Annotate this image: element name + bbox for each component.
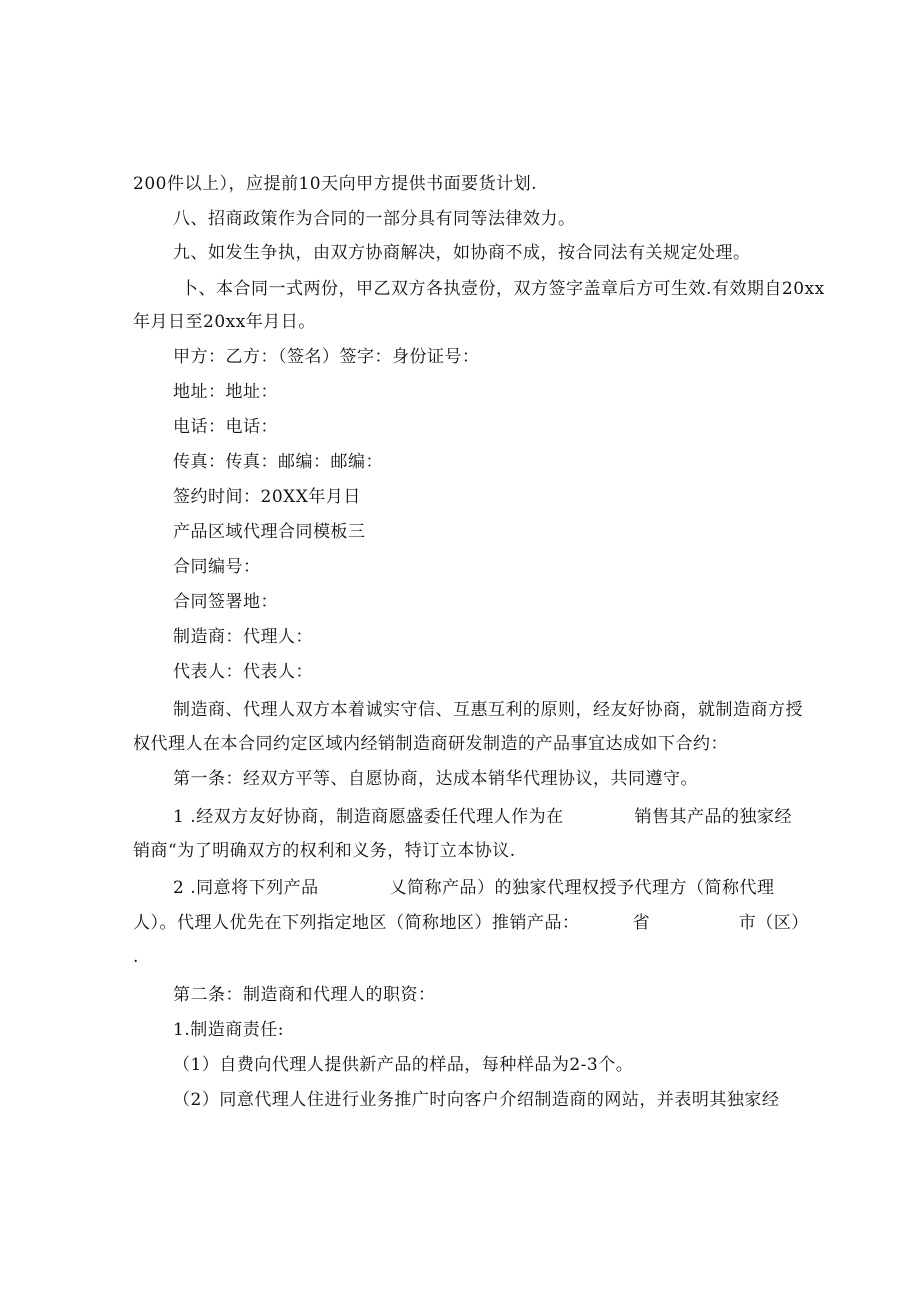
text-line: 第二条：制造商和代理人的职资： — [173, 985, 436, 1005]
text-line: （1）自费向代理人提供新产品的样品，每种样品为2-3个。 — [173, 1055, 634, 1075]
text-line: 甲方：乙方：（签名）签字：身份证号： — [173, 347, 480, 367]
text-line: . — [133, 947, 139, 967]
text-line: 电话：电话： — [173, 417, 278, 437]
text-line: 1.制造商责任: — [173, 1020, 284, 1040]
text-line: 卜、本合同一式两份，甲乙双方各执壹份，双方签字盖章后方可生效.有效期自20xx — [181, 279, 825, 299]
text-line: 1 .经双方友好协商，制造商愿盛委任代理人作为在 销售其产品的独家经 — [173, 807, 792, 827]
section-title: 产品区域代理合同模板三 — [173, 522, 366, 542]
text-line: 销商“为了明确双方的权利和义务，特订立本协议. — [133, 841, 516, 861]
text-line: 传真：传真：邮编：邮编： — [173, 452, 383, 472]
text-line: 合同编号： — [173, 557, 261, 577]
text-line: 地址：地址： — [173, 382, 278, 402]
text-line: 年月日至20xx年月日。 — [133, 312, 316, 332]
text-line: 200件以上），应提前10天向甲方提供书面要货计划. — [133, 174, 537, 194]
text-line: 第一条：经双方平等、自愿协商，达成本销华代理协议，共同遵守。 — [173, 769, 698, 789]
text-line: 制造商：代理人： — [173, 627, 313, 647]
text-line: 签约时间：20XX年月日 — [173, 487, 361, 507]
text-line: 人）。代理人优先在下列指定地区（简称地区）推销产品： 省 市（区） — [133, 913, 809, 933]
text-line: 九、如发生争执，由双方协商解决，如协商不成，按合同法有关规定处理。 — [173, 243, 751, 263]
text-line: 代表人：代表人： — [173, 662, 313, 682]
text-line: 制造商、代理人双方本着诚实守信、互惠互利的原则，经友好协商，就制造商方授 — [173, 700, 803, 720]
text-line: 八、招商政策作为合同的一部分具有同等法律效力。 — [173, 209, 576, 229]
text-line: 2 .同意将下列产品 乂简称产品）的独家代理权授予代理方（简称代理 — [173, 878, 775, 898]
text-line: 合同签署地： — [173, 592, 278, 612]
text-line: （2）同意代理人住进行业务推广时向客户介绍制造商的网站，并表明其独家经 — [173, 1090, 780, 1110]
text-line: 权代理人在本合同约定区域内经销制造商研发制造的产品事宜达成如下合约： — [133, 734, 728, 754]
